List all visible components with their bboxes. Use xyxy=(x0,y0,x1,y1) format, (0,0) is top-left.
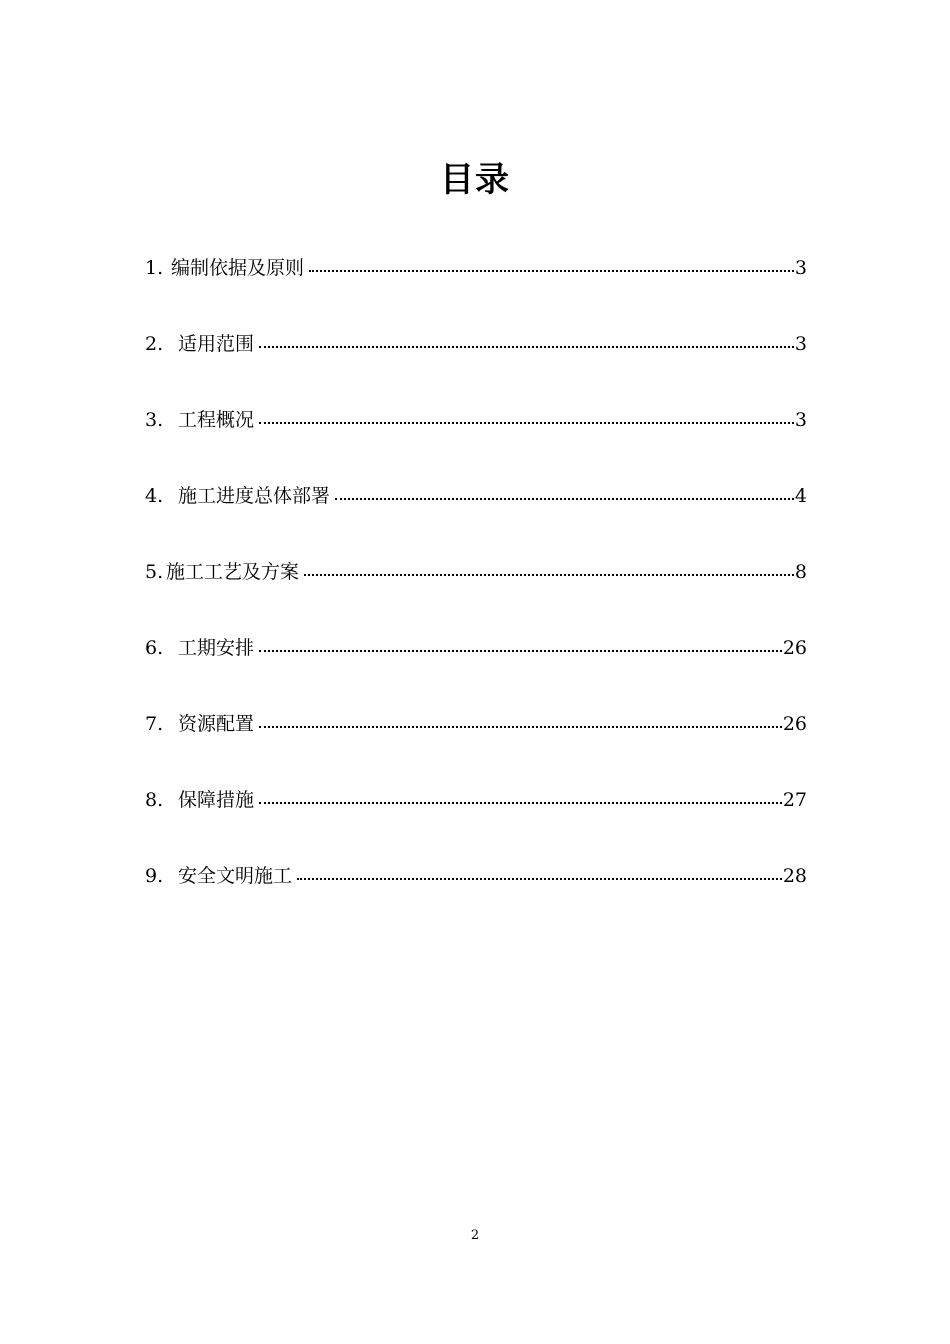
toc-entry[interactable] xyxy=(145,630,807,706)
toc-title: 目录 xyxy=(440,160,510,200)
toc-leader-dots xyxy=(259,786,782,806)
toc-entry-number: 1. xyxy=(145,257,164,279)
toc-entry-title: 施工进度总体部署 xyxy=(178,485,331,507)
toc-entry-number: 8. xyxy=(145,789,164,811)
toc-entry-title: 安全文明施工 xyxy=(178,865,293,887)
toc-entry-number: 7. xyxy=(145,713,164,735)
toc-entry[interactable] xyxy=(145,706,807,782)
toc-entry[interactable] xyxy=(145,402,807,478)
toc-entry[interactable] xyxy=(145,250,807,326)
toc-entry-page: 3 xyxy=(794,333,807,355)
toc-entry-title: 工期安排 xyxy=(178,637,255,659)
toc-entry-title: 保障措施 xyxy=(178,789,255,811)
toc-entry-number: 6. xyxy=(145,637,164,659)
toc-entry-title: 施工工艺及方案 xyxy=(166,561,300,583)
toc-entry-number: 2. xyxy=(145,333,164,355)
toc-entry-title: 适用范围 xyxy=(178,333,255,355)
toc-entry-number: 3. xyxy=(145,409,164,431)
toc-leader-dots xyxy=(259,406,794,426)
toc-entry-page: 3 xyxy=(794,409,807,431)
toc-leader-dots xyxy=(309,254,794,274)
toc-leader-dots xyxy=(304,558,794,578)
toc-entry-number: 5. xyxy=(145,561,164,583)
toc-entry-title: 工程概况 xyxy=(178,409,255,431)
toc-entry-page: 4 xyxy=(794,485,807,507)
toc-entry-title: 编制依据及原则 xyxy=(171,257,305,279)
toc-leader-dots xyxy=(259,634,782,654)
toc-entry[interactable] xyxy=(145,782,807,858)
toc-leader-dots xyxy=(335,482,794,502)
toc-entry[interactable] xyxy=(145,858,807,934)
toc-entry[interactable] xyxy=(145,554,807,630)
toc-entry-number: 9. xyxy=(145,865,164,887)
toc-entry-page: 26 xyxy=(782,713,807,735)
toc-entry-title: 资源配置 xyxy=(178,713,255,735)
toc-leader-dots xyxy=(259,710,782,730)
toc-entry-page: 28 xyxy=(782,865,807,887)
toc-entry-page: 26 xyxy=(782,637,807,659)
toc-list xyxy=(145,250,807,934)
toc-entry-page: 27 xyxy=(782,789,807,811)
toc-leader-dots xyxy=(259,330,794,350)
toc-entry-number: 4. xyxy=(145,485,164,507)
page-number: 2 xyxy=(470,1228,480,1243)
toc-leader-dots xyxy=(297,862,782,882)
toc-entry-page: 3 xyxy=(794,257,807,279)
toc-entry[interactable] xyxy=(145,326,807,402)
toc-entry[interactable] xyxy=(145,478,807,554)
toc-entry-page: 8 xyxy=(794,561,807,583)
